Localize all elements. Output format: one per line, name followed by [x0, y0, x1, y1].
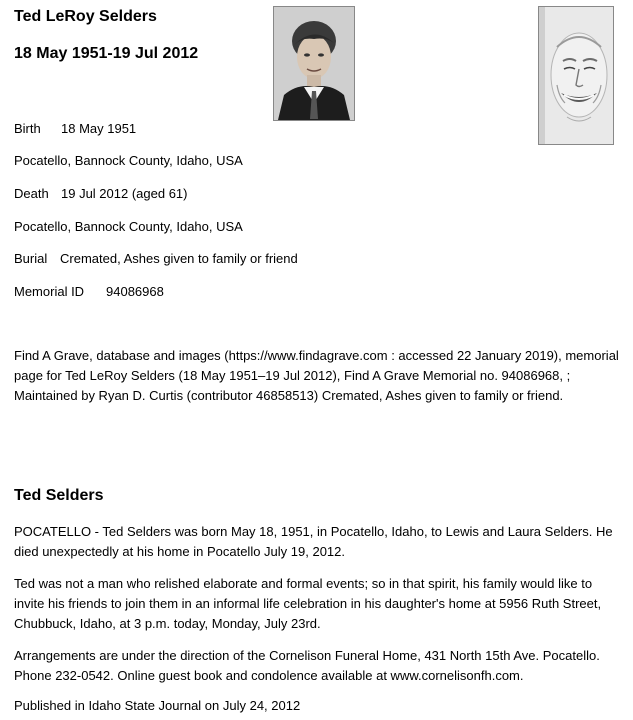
- death-place: Pocatello, Bannock County, Idaho, USA: [14, 219, 243, 234]
- citation-text: Find A Grave, database and images (https://www.findagrave.com : accessed 22 January 2019), memorial page for Ted LeRoy Selders (18 May 1951–19 Jul 2012), Find A Grave Memorial no. 94086968, ; Maintained by Ryan D. Curtis (contributor 46858513) Cremated, Ashes given to family or friend.: [14, 348, 619, 403]
- memorial-row: [14, 284, 164, 299]
- death-date: 19 Jul 2012 (aged 61): [61, 186, 188, 201]
- burial-row: [14, 251, 298, 266]
- birth-date: 18 May 1951: [61, 121, 137, 136]
- burial-value: Cremated, Ashes given to family or friend: [60, 251, 298, 266]
- portrait-photo-older: [538, 6, 614, 145]
- life-dates: 18 May 1951-19 Jul 2012: [14, 45, 199, 62]
- obituary-paragraph-1: POCATELLO - Ted Selders was born May 18, 1951, in Pocatello, Idaho, to Lewis and Laura Selders. He died unexpectedly at his home in Pocatello July 19, 2012.: [14, 524, 613, 559]
- death-label: Death: [14, 186, 49, 201]
- death-row: [14, 186, 187, 201]
- published-line: Published in Idaho State Journal on July 24, 2012: [14, 698, 301, 713]
- birth-row: [14, 121, 136, 136]
- memorial-label: Memorial ID: [14, 284, 85, 299]
- portrait-photo-young: [273, 6, 355, 121]
- obituary-paragraph-3: Arrangements are under the direction of the Cornelison Funeral Home, 431 North 15th Ave. Pocatello. Phone 232-0542. Online guest book and condolence available at www.cornelisonfh.com.: [14, 648, 600, 683]
- birth-place: Pocatello, Bannock County, Idaho, USA: [14, 153, 243, 168]
- burial-label: Burial: [14, 251, 48, 266]
- birth-label: Birth: [14, 121, 41, 136]
- obituary-paragraph-2: Ted was not a man who relished elaborate and formal events; so in that spirit, his family would like to invite his friends to join them in an informal life celebration in his daughter's home at 5956 Ruth Street, Chubbuck, Idaho, at 3 p.m. today, Monday, July 23rd.: [14, 576, 602, 631]
- obituary-heading: Ted Selders: [14, 487, 104, 504]
- page-title: Ted LeRoy Selders: [14, 8, 157, 25]
- memorial-value: 94086968: [106, 284, 164, 299]
